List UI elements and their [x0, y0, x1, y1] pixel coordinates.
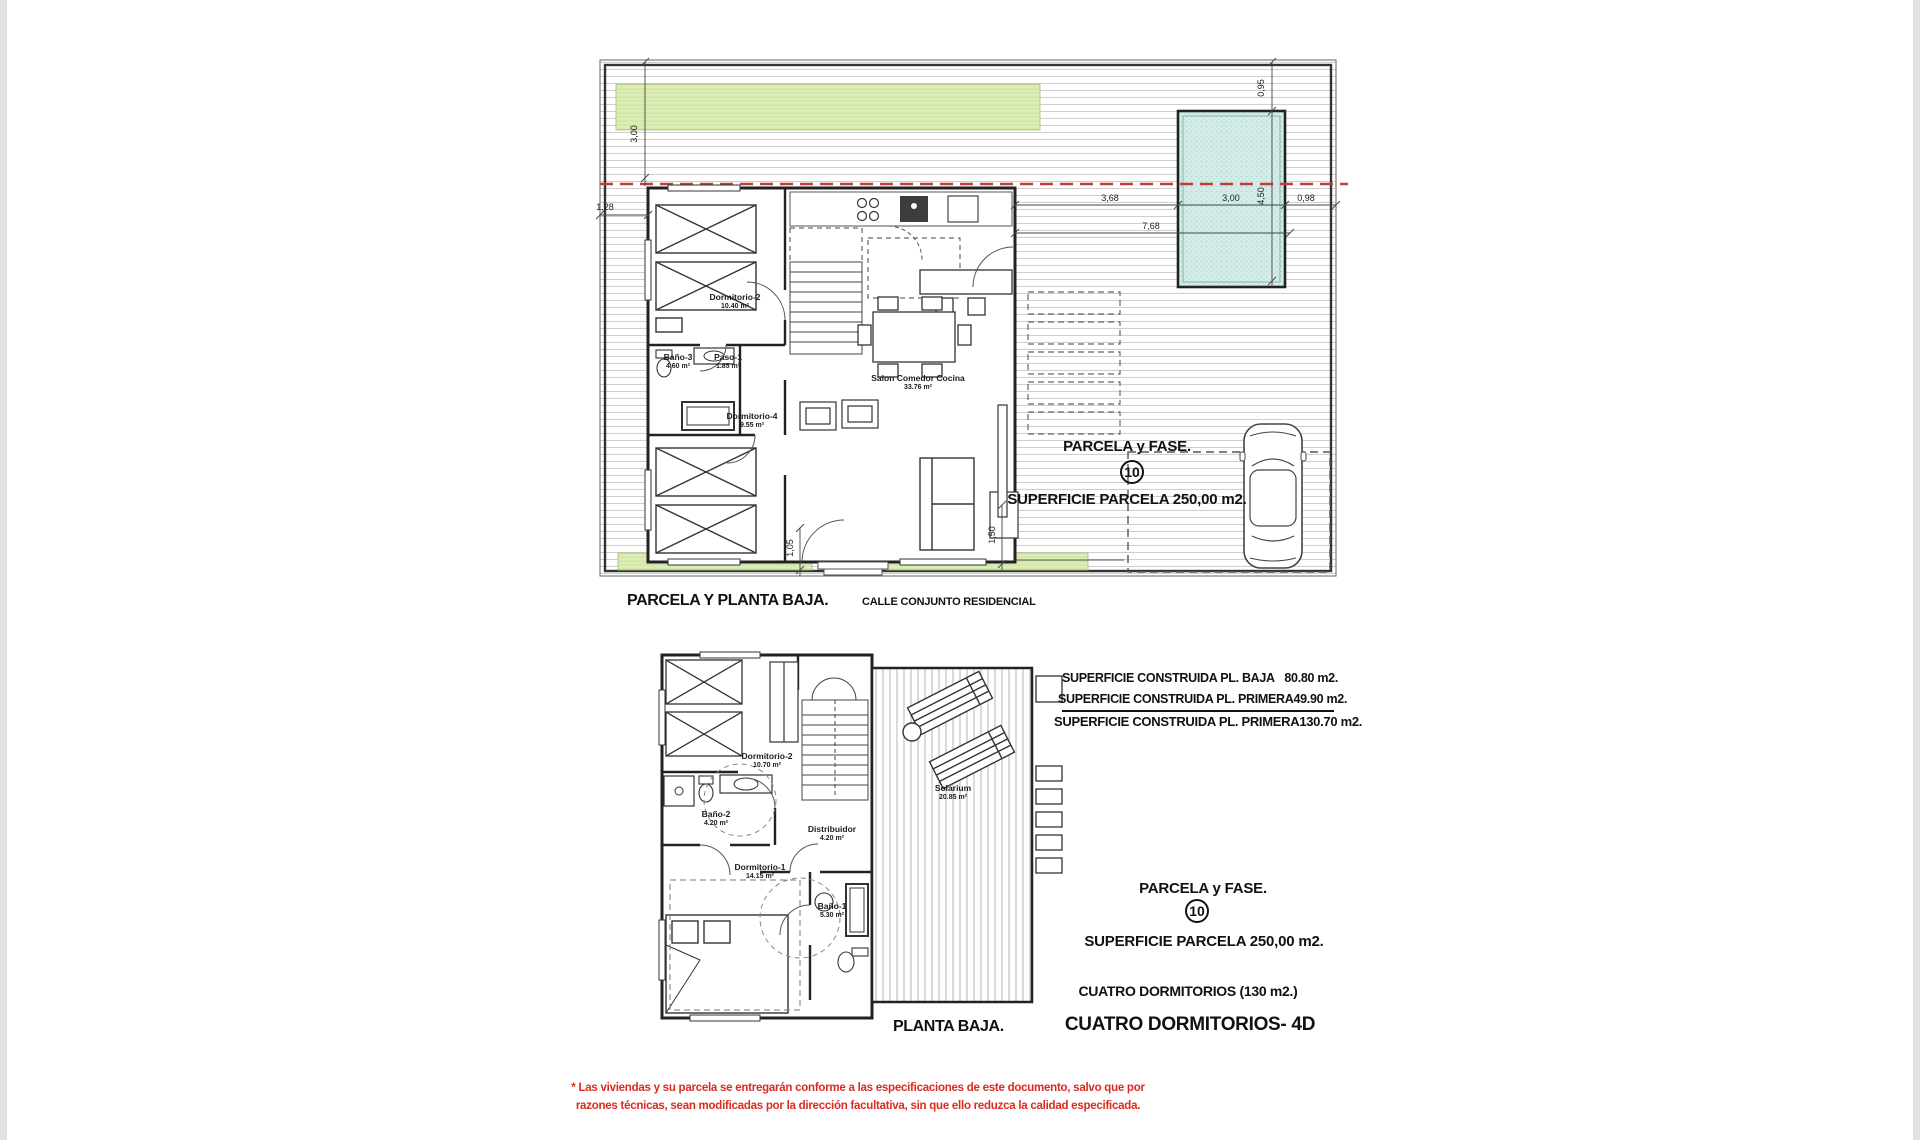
room-label-dormitorio-2: Dormitorio-2 10.70 m²: [741, 751, 793, 769]
dimension-label: 3,00: [1222, 193, 1240, 203]
sofa-icon: [920, 458, 974, 550]
superficie-parcela-label: SUPERFICIE PARCELA 250,00 m2.: [1007, 491, 1247, 508]
room-label-distribuidor: Distribuidor 4.20 m²: [807, 824, 857, 842]
wardrobe-icon: [770, 662, 798, 742]
model-label: CUATRO DORMITORIOS- 4D: [1064, 1014, 1316, 1035]
car-top-view-icon: [1240, 424, 1306, 568]
toilet-icon: [699, 784, 713, 802]
dimension-label: 7,68: [1142, 221, 1160, 231]
summary-divider: [1062, 710, 1334, 712]
porch-steps: [818, 562, 888, 575]
room-label-dormitorio-2: Dormitorio-2 10.40 m²: [709, 292, 761, 310]
room-label-paso-1: Paso-1 1.85 m²: [714, 352, 742, 370]
dimension-label: 0,95: [1256, 79, 1266, 97]
disclaimer-line-1: * Las viviendas y su parcela se entregarán conforme a las especificaciones de este documento, salvo que por: [571, 1082, 1145, 1094]
toilet-icon: [838, 952, 854, 972]
dimension-label: 3,68: [1101, 193, 1119, 203]
first-floor-caption: PLANTA BAJA.: [893, 1018, 1004, 1035]
superficie-parcela-label: SUPERFICIE PARCELA 250,00 m2.: [1084, 933, 1324, 950]
disclaimer-line-2: razones técnicas, sean modificadas por la dirección facultativa, sin que ello reduzca la calidad especificada.: [575, 1100, 1141, 1112]
dimension-label: 1,50: [987, 526, 997, 544]
room-label-bano-3: Baño-3 4.60 m²: [663, 352, 693, 370]
room-label-bano-1: Baño-1 5.30 m²: [817, 901, 847, 919]
dimension-label: 1,05: [785, 539, 795, 557]
lot-number-badge: 10: [1185, 899, 1209, 923]
parcela-fase-label: PARCELA y FASE.: [1139, 880, 1267, 897]
dimension-label: 0,98: [1297, 193, 1315, 203]
room-label-salon: Salon Comedor Cocina 33.76 m²: [871, 373, 965, 391]
dimension-label: 3,00: [629, 125, 639, 143]
summary-total-row: SUPERFICIE CONSTRUIDA PL. PRIMERA 130.70 m2.: [1054, 714, 1363, 729]
room-label-bano-2: Baño-2 4.20 m²: [701, 809, 731, 827]
first-floor-plan: [659, 652, 1062, 1021]
bed-icon: [666, 915, 788, 1013]
summary-row: SUPERFICIE CONSTRUIDA PL. PRIMERA 49.90 m2.: [1058, 692, 1348, 706]
green-strip-top: [616, 84, 1040, 130]
room-label-dormitorio-1: Dormitorio-1 14.15 m²: [734, 862, 786, 880]
dimension-label: 4,50: [1256, 187, 1266, 205]
summary-row: SUPERFICIE CONSTRUIDA PL. BAJA 80.80 m2.: [1062, 671, 1338, 685]
side-table-icon: [903, 723, 921, 741]
site-plan-caption: PARCELA Y PLANTA BAJA.: [627, 592, 829, 609]
kitchen-counter: [790, 192, 1012, 226]
room-label-solarium: Solarium 20.85 m²: [934, 783, 972, 801]
tv-bench-icon: [998, 405, 1007, 517]
parcela-fase-label: PARCELA y FASE.: [1063, 438, 1191, 455]
disclaimer-text: [552, 1079, 1164, 1115]
lot-number-badge: 10: [1120, 460, 1144, 484]
dimension-label: 1,28: [596, 202, 614, 212]
street-caption: CALLE CONJUNTO RESIDENCIAL: [862, 596, 1036, 608]
bedrooms-label: CUATRO DORMITORIOS (130 m2.): [1078, 983, 1298, 999]
room-label-dormitorio-4: Dormitorio-4 9.55 m²: [726, 411, 778, 429]
